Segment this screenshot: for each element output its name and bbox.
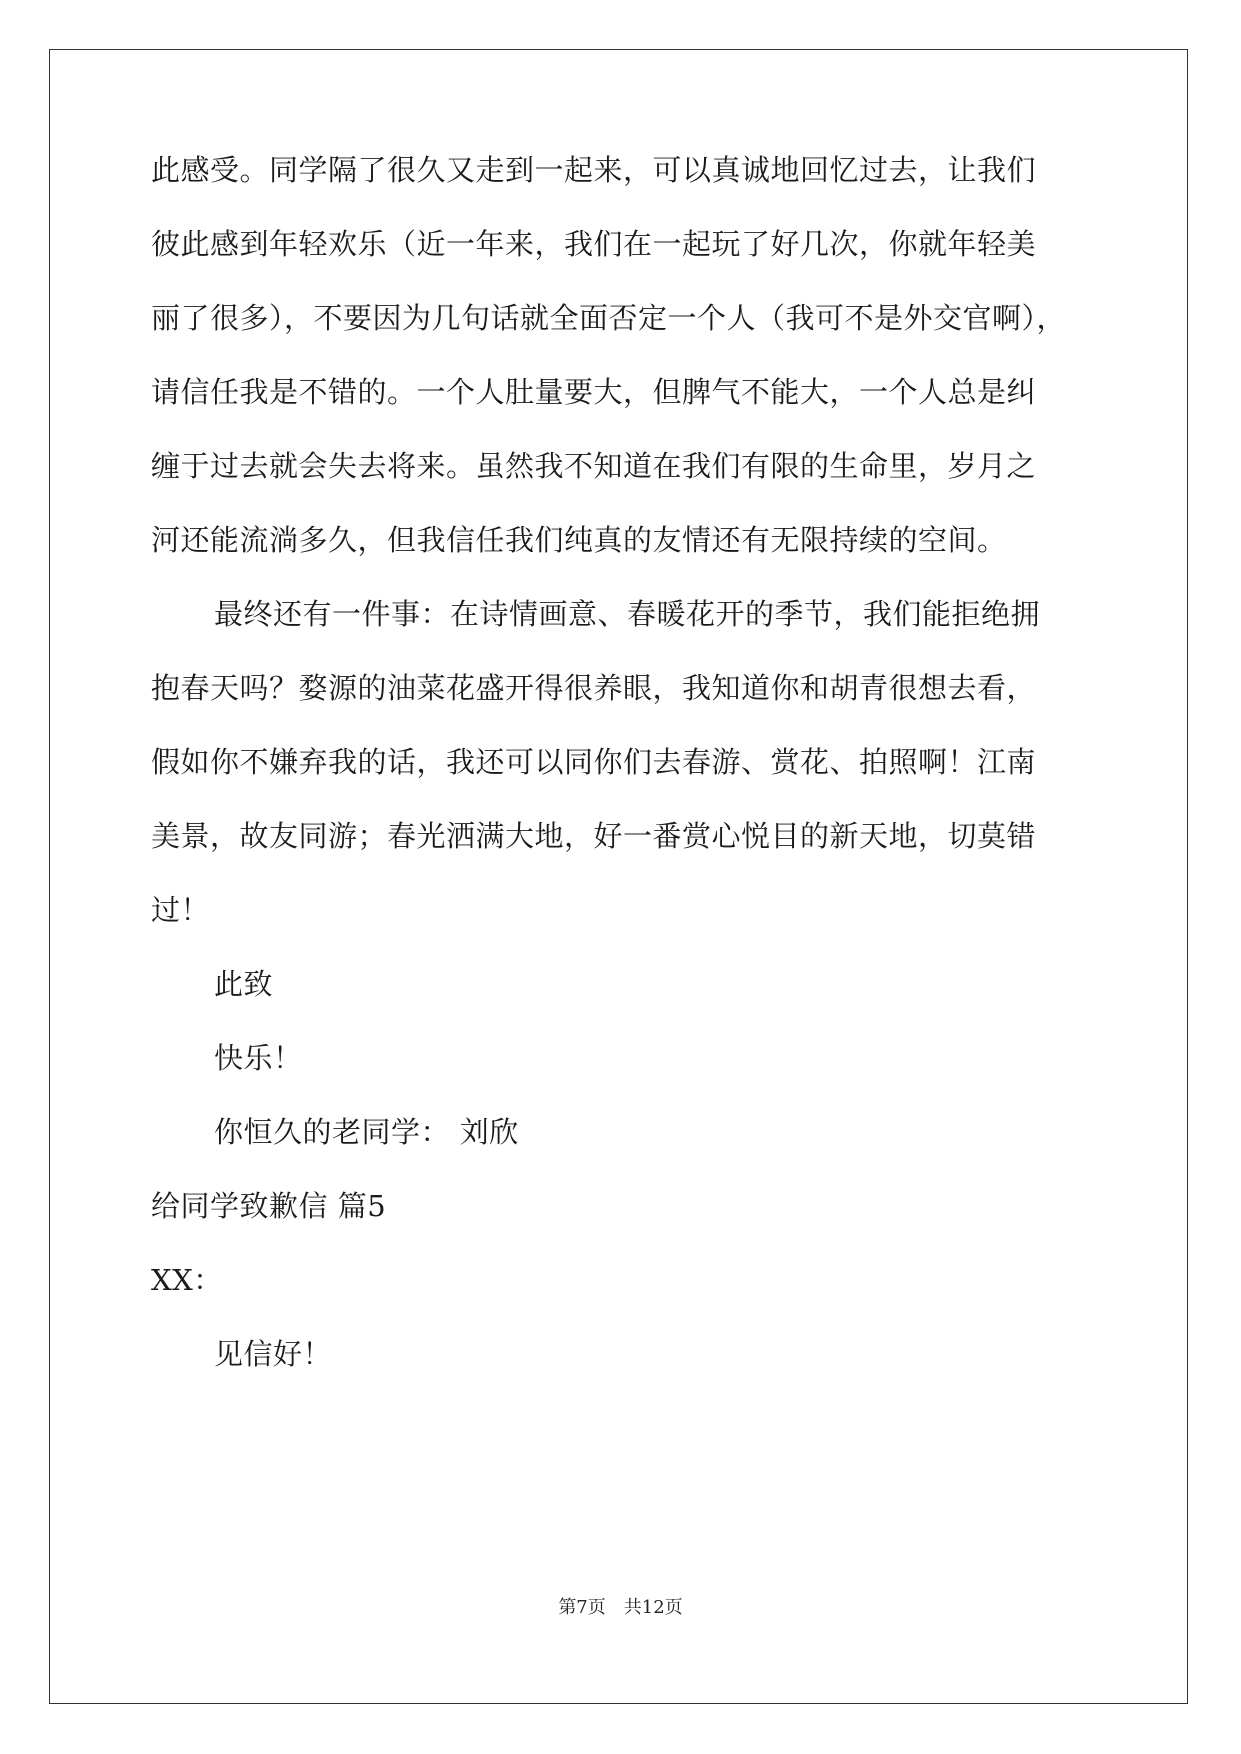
paragraph-line: 最终还有一件事：在诗情画意、春暖花开的季节，我们能拒绝拥 bbox=[214, 597, 1041, 631]
signature-line: 你恒久的老同学： 刘欣 bbox=[214, 1115, 519, 1149]
page-footer bbox=[0, 1596, 1241, 1620]
paragraph-line: 假如你不嫌弃我的话，我还可以同你们去春游、赏花、拍照啊！江南 bbox=[151, 745, 1037, 779]
page-number: 第7页 bbox=[558, 1597, 606, 1618]
paragraph-line: 缠于过去就会失去将来。虽然我不知道在我们有限的生命里，岁月之 bbox=[151, 449, 1037, 483]
closing-salutation: 此致 bbox=[214, 967, 274, 1001]
paragraph-line: 彼此感到年轻欢乐（近一年来，我们在一起玩了好几次，你就年轻美 bbox=[151, 227, 1037, 261]
paragraph-line: 河还能流淌多久，但我信任我们纯真的友情还有无限持续的空间。 bbox=[151, 523, 1007, 557]
paragraph-line: 过！ bbox=[151, 893, 211, 927]
page-total: 共12页 bbox=[623, 1597, 683, 1618]
letter-recipient: XX： bbox=[151, 1263, 223, 1297]
paragraph-line: 丽了很多），不要因为几句话就全面否定一个人（我可不是外交官啊）， bbox=[151, 301, 1067, 335]
closing-wish: 快乐！ bbox=[214, 1041, 303, 1075]
paragraph-line: 抱春天吗？婺源的油菜花盛开得很养眼，我知道你和胡青很想去看， bbox=[151, 671, 1037, 705]
paragraph-line: 美景，故友同游；春光洒满大地，好一番赏心悦目的新天地，切莫错 bbox=[151, 819, 1037, 853]
section-heading: 给同学致歉信 篇5 bbox=[151, 1189, 387, 1223]
paragraph-line: 此感受。同学隔了很久又走到一起来，可以真诚地回忆过去，让我们 bbox=[151, 153, 1037, 187]
paragraph-line: 请信任我是不错的。一个人肚量要大，但脾气不能大，一个人总是纠 bbox=[151, 375, 1037, 409]
letter-greeting: 见信好！ bbox=[214, 1337, 333, 1371]
